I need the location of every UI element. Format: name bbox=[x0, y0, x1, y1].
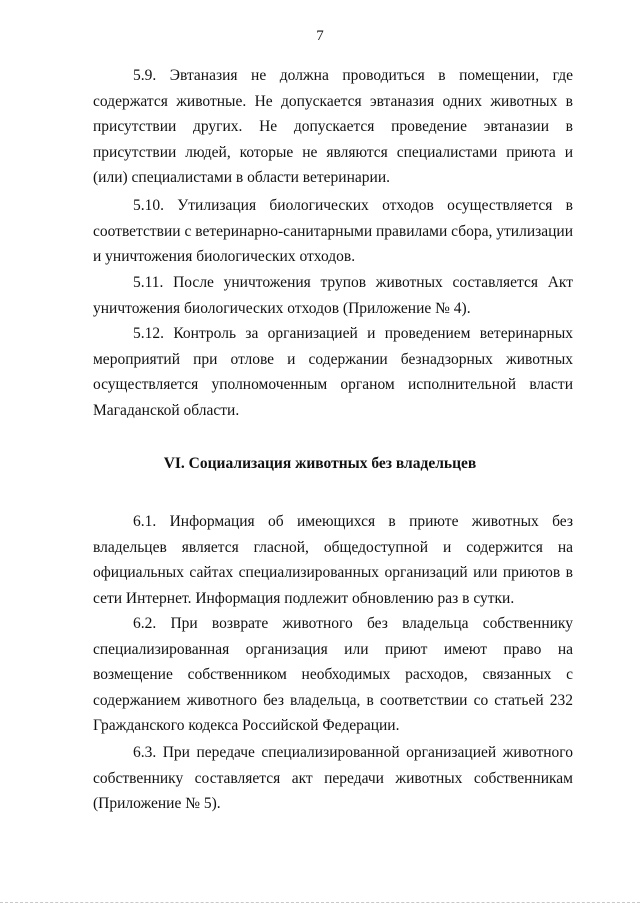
page-number: 7 bbox=[316, 28, 324, 44]
paragraph-5-9: 5.9. Эвтаназия не должна проводиться в помещении, где содержатся животные. Не допускается эвтаназия одних животных в присутствии других. Не допускается проведение эвтаназии в присутствии людей, которые не являются специалистами приюта и (или) специалистами в области ветеринарии. bbox=[93, 67, 573, 186]
scan-edge-line bbox=[0, 901, 640, 903]
section-heading: VI. Социализация животных без владельцев bbox=[163, 455, 477, 472]
paragraph-5-11: 5.11. После уничтожения трупов животных составляется Акт уничтожения биологических отходов (Приложение № 4). bbox=[93, 274, 573, 317]
paragraph-6-3: 6.3. При передаче специализированной организацией животного собственнику составляется акт передачи животных собственникам (Приложение № 5). bbox=[93, 744, 573, 812]
paragraph-6-1: 6.1. Информация об имеющихся в приюте животных без владельцев является гласной, общедоступной и содержится на официальных сайтах специализированных организаций или приютов в сети Интернет. Информация подлежит обновлению раз в сутки. bbox=[93, 513, 573, 607]
paragraph-5-12: 5.12. Контроль за организацией и проведением ветеринарных мероприятий при отлове и содержании безнадзорных животных осуществляется уполномоченным органом исполнительной власти Магаданской области. bbox=[93, 325, 573, 419]
paragraph-5-10: 5.10. Утилизация биологических отходов осуществляется в соответствии с ветеринарно-санитарными правилами сбора, утилизации и уничтожения биологических отходов. bbox=[93, 197, 573, 265]
paragraph-6-2: 6.2. При возврате животного без владельца собственнику специализированная организация или приют имеют право на возмещение собственником необходимых расходов, связанных с содержанием животного без владельца, в соответствии со статьей 232 Гражданского кодекса Российской Федерации. bbox=[93, 615, 573, 734]
